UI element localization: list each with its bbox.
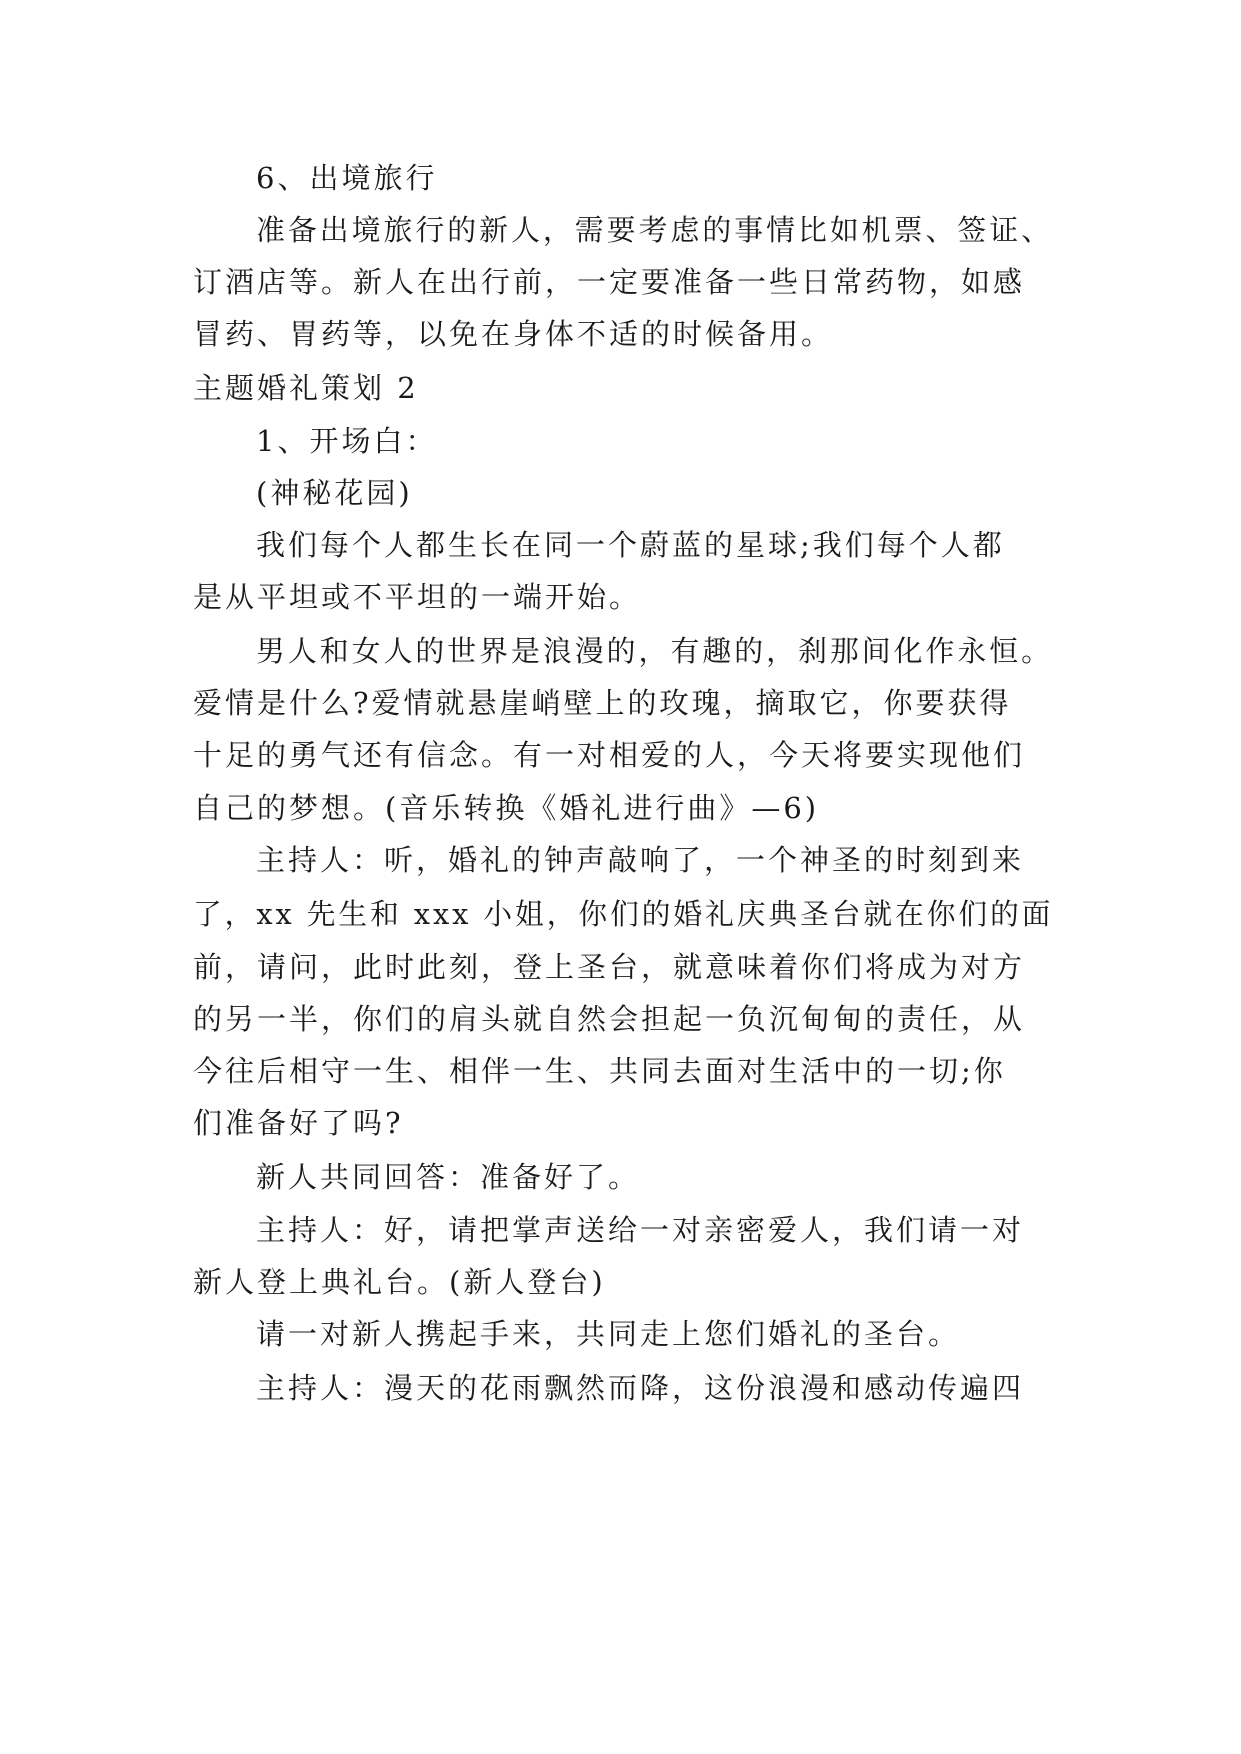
paragraph-line: 主持人：听，婚礼的钟声敲响了，一个神圣的时刻到来 (256, 843, 1025, 877)
paragraph-line: 们准备好了吗? (193, 1106, 404, 1140)
paragraph-line: 爱情是什么?爱情就悬崖峭壁上的玫瑰，摘取它，你要获得 (193, 686, 1012, 720)
paragraph-line: 主持人：好，请把掌声送给一对亲密爱人，我们请一对 (256, 1213, 1025, 1247)
paragraph-line: 是从平坦或不平坦的一端开始。 (193, 580, 642, 614)
paragraph-line: 冒药、胃药等，以免在身体不适的时候备用。 (193, 317, 834, 351)
paragraph-line: 男人和女人的世界是浪漫的，有趣的，刹那间化作永恒。 (256, 634, 1054, 668)
section-title: 主题婚礼策划 2 (193, 371, 419, 405)
paragraph-line: 十足的勇气还有信念。有一对相爱的人，今天将要实现他们 (193, 738, 1026, 772)
paragraph-line: 请一对新人携起手来，共同走上您们婚礼的圣台。 (256, 1317, 961, 1351)
paragraph-line: 订酒店等。新人在出行前，一定要准备一些日常药物，如感 (193, 265, 1026, 299)
paragraph-line: (神秘花园) (256, 476, 413, 510)
paragraph-line: 了，xx 先生和 xxx 小姐，你们的婚礼庆典圣台就在你们的面 (193, 897, 1054, 931)
paragraph-line: 准备出境旅行的新人，需要考虑的事情比如机票、签证、 (256, 213, 1054, 247)
heading-opening: 1、开场白： (256, 424, 438, 458)
paragraph-line: 新人登上典礼台。(新人登台) (193, 1265, 606, 1299)
paragraph-line: 主持人：漫天的花雨飘然而降，这份浪漫和感动传遍四 (256, 1371, 1025, 1405)
paragraph-line: 我们每个人都生长在同一个蔚蓝的星球;我们每个人都 (256, 528, 1005, 562)
paragraph-line: 新人共同回答：准备好了。 (256, 1160, 641, 1194)
paragraph-line: 自己的梦想。(音乐转换《婚礼进行曲》—6) (193, 791, 820, 825)
heading-travel-abroad: 6、出境旅行 (256, 161, 438, 195)
paragraph-line: 今往后相守一生、相伴一生、共同去面对生活中的一切;你 (193, 1054, 1006, 1088)
paragraph-line: 的另一半，你们的肩头就自然会担起一负沉甸甸的责任，从 (193, 1002, 1026, 1036)
paragraph-line: 前，请问，此时此刻，登上圣台，就意味着你们将成为对方 (193, 950, 1026, 984)
